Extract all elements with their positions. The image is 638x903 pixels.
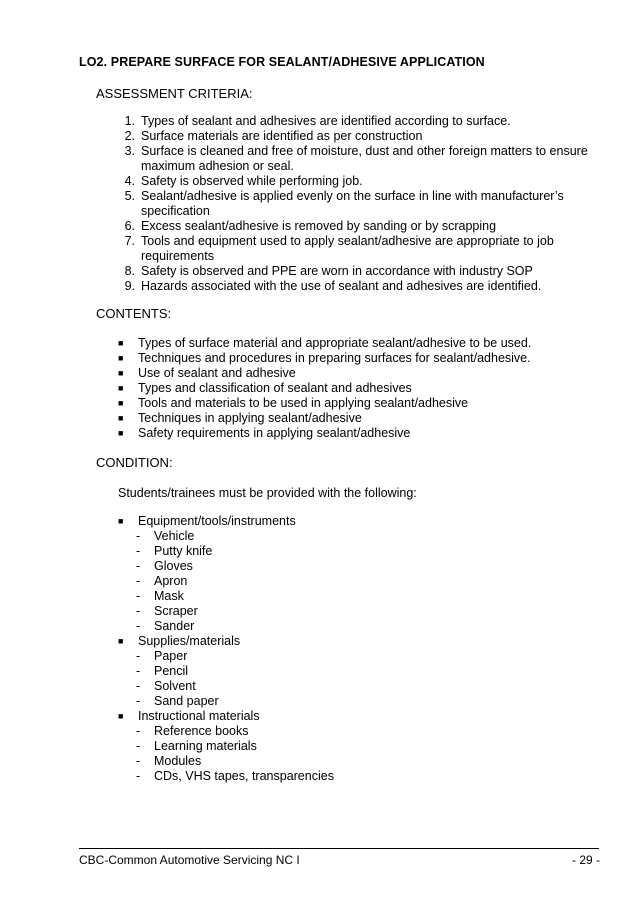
sub-item: - Modules	[136, 754, 202, 768]
list-item: 9. Hazards associated with the use of sealant and adhesives are identified.	[124, 279, 542, 293]
bullet-square-icon: ■	[118, 368, 124, 378]
bullet-square-icon: ■	[118, 383, 124, 393]
list-item: 8. Safety is observed and PPE are worn in accordance with industry SOP	[124, 264, 533, 278]
list-item: 7. Tools and equipment used to apply sealant/adhesive are appropriate to job requirements	[124, 234, 554, 263]
sub-item: - Sander	[136, 619, 195, 633]
bullet-square-icon: ■	[118, 636, 124, 646]
sub-item: - CDs, VHS tapes, transparencies	[136, 769, 334, 783]
sub-item: - Scraper	[136, 604, 198, 618]
list-item: ■ Tools and materials to be used in applying sealant/adhesive	[118, 396, 469, 410]
bullet-square-icon: ■	[118, 353, 124, 363]
sub-item: - Vehicle	[136, 529, 195, 543]
bullet-square-icon: ■	[118, 413, 124, 423]
bullet-square-icon: ■	[118, 428, 124, 438]
condition-heading: CONDITION:	[96, 455, 173, 470]
bullet-square-icon: ■	[118, 398, 124, 408]
list-item: ■ Equipment/tools/instruments	[118, 514, 296, 528]
list-item: ■ Use of sealant and adhesive	[118, 366, 296, 380]
sub-item: - Sand paper	[136, 694, 219, 708]
contents-heading: CONTENTS:	[96, 306, 172, 321]
sub-item: - Apron	[136, 574, 188, 588]
list-item: 4. Safety is observed while performing job.	[124, 174, 363, 188]
sub-item: - Solvent	[136, 679, 196, 693]
list-item: ■ Safety requirements in applying sealant/adhesive	[118, 426, 411, 440]
list-item: 3. Surface is cleaned and free of moisture, dust and other foreign matters to ensure maximum adhesion or seal.	[124, 144, 588, 173]
list-item: ■ Types and classification of sealant and adhesives	[118, 381, 412, 395]
footer-divider	[79, 848, 599, 849]
assessment-criteria-list	[112, 114, 612, 294]
condition-list	[118, 514, 598, 784]
assessment-criteria-heading: ASSESSMENT CRITERIA:	[96, 86, 253, 101]
list-item: 2. Surface materials are identified as per construction	[124, 129, 423, 143]
condition-intro: Students/trainees must be provided with the following:	[118, 486, 417, 500]
contents-list	[118, 336, 598, 441]
sub-item: - Reference books	[136, 724, 249, 738]
sub-item: - Mask	[136, 589, 184, 603]
list-item: 6. Excess sealant/adhesive is removed by sanding or by scrapping	[124, 219, 497, 233]
sub-item: - Pencil	[136, 664, 189, 678]
list-item: ■ Techniques in applying sealant/adhesive	[118, 411, 362, 425]
bullet-square-icon: ■	[118, 516, 124, 526]
bullet-square-icon: ■	[118, 711, 124, 721]
sub-item: - Gloves	[136, 559, 193, 573]
list-item: ■ Types of surface material and appropriate sealant/adhesive to be used.	[118, 336, 532, 350]
list-item: ■ Supplies/materials	[118, 634, 241, 648]
list-item: ■ Instructional materials	[118, 709, 260, 723]
bullet-square-icon: ■	[118, 338, 124, 348]
footer-title: CBC-Common Automotive Servicing NC I	[79, 853, 300, 867]
list-item: ■ Techniques and procedures in preparing surfaces for sealant/adhesive.	[118, 351, 531, 365]
list-item: 1. Types of sealant and adhesives are identified according to surface.	[124, 114, 511, 128]
page-title: LO2. PREPARE SURFACE FOR SEALANT/ADHESIVE APPLICATION	[79, 55, 485, 69]
list-item: 5. Sealant/adhesive is applied evenly on the surface in line with manufacturer’s specification	[124, 189, 564, 218]
sub-item: - Paper	[136, 649, 188, 663]
sub-item: - Learning materials	[136, 739, 257, 753]
page-number: - 29 -	[571, 853, 600, 867]
sub-item: - Putty knife	[136, 544, 213, 558]
